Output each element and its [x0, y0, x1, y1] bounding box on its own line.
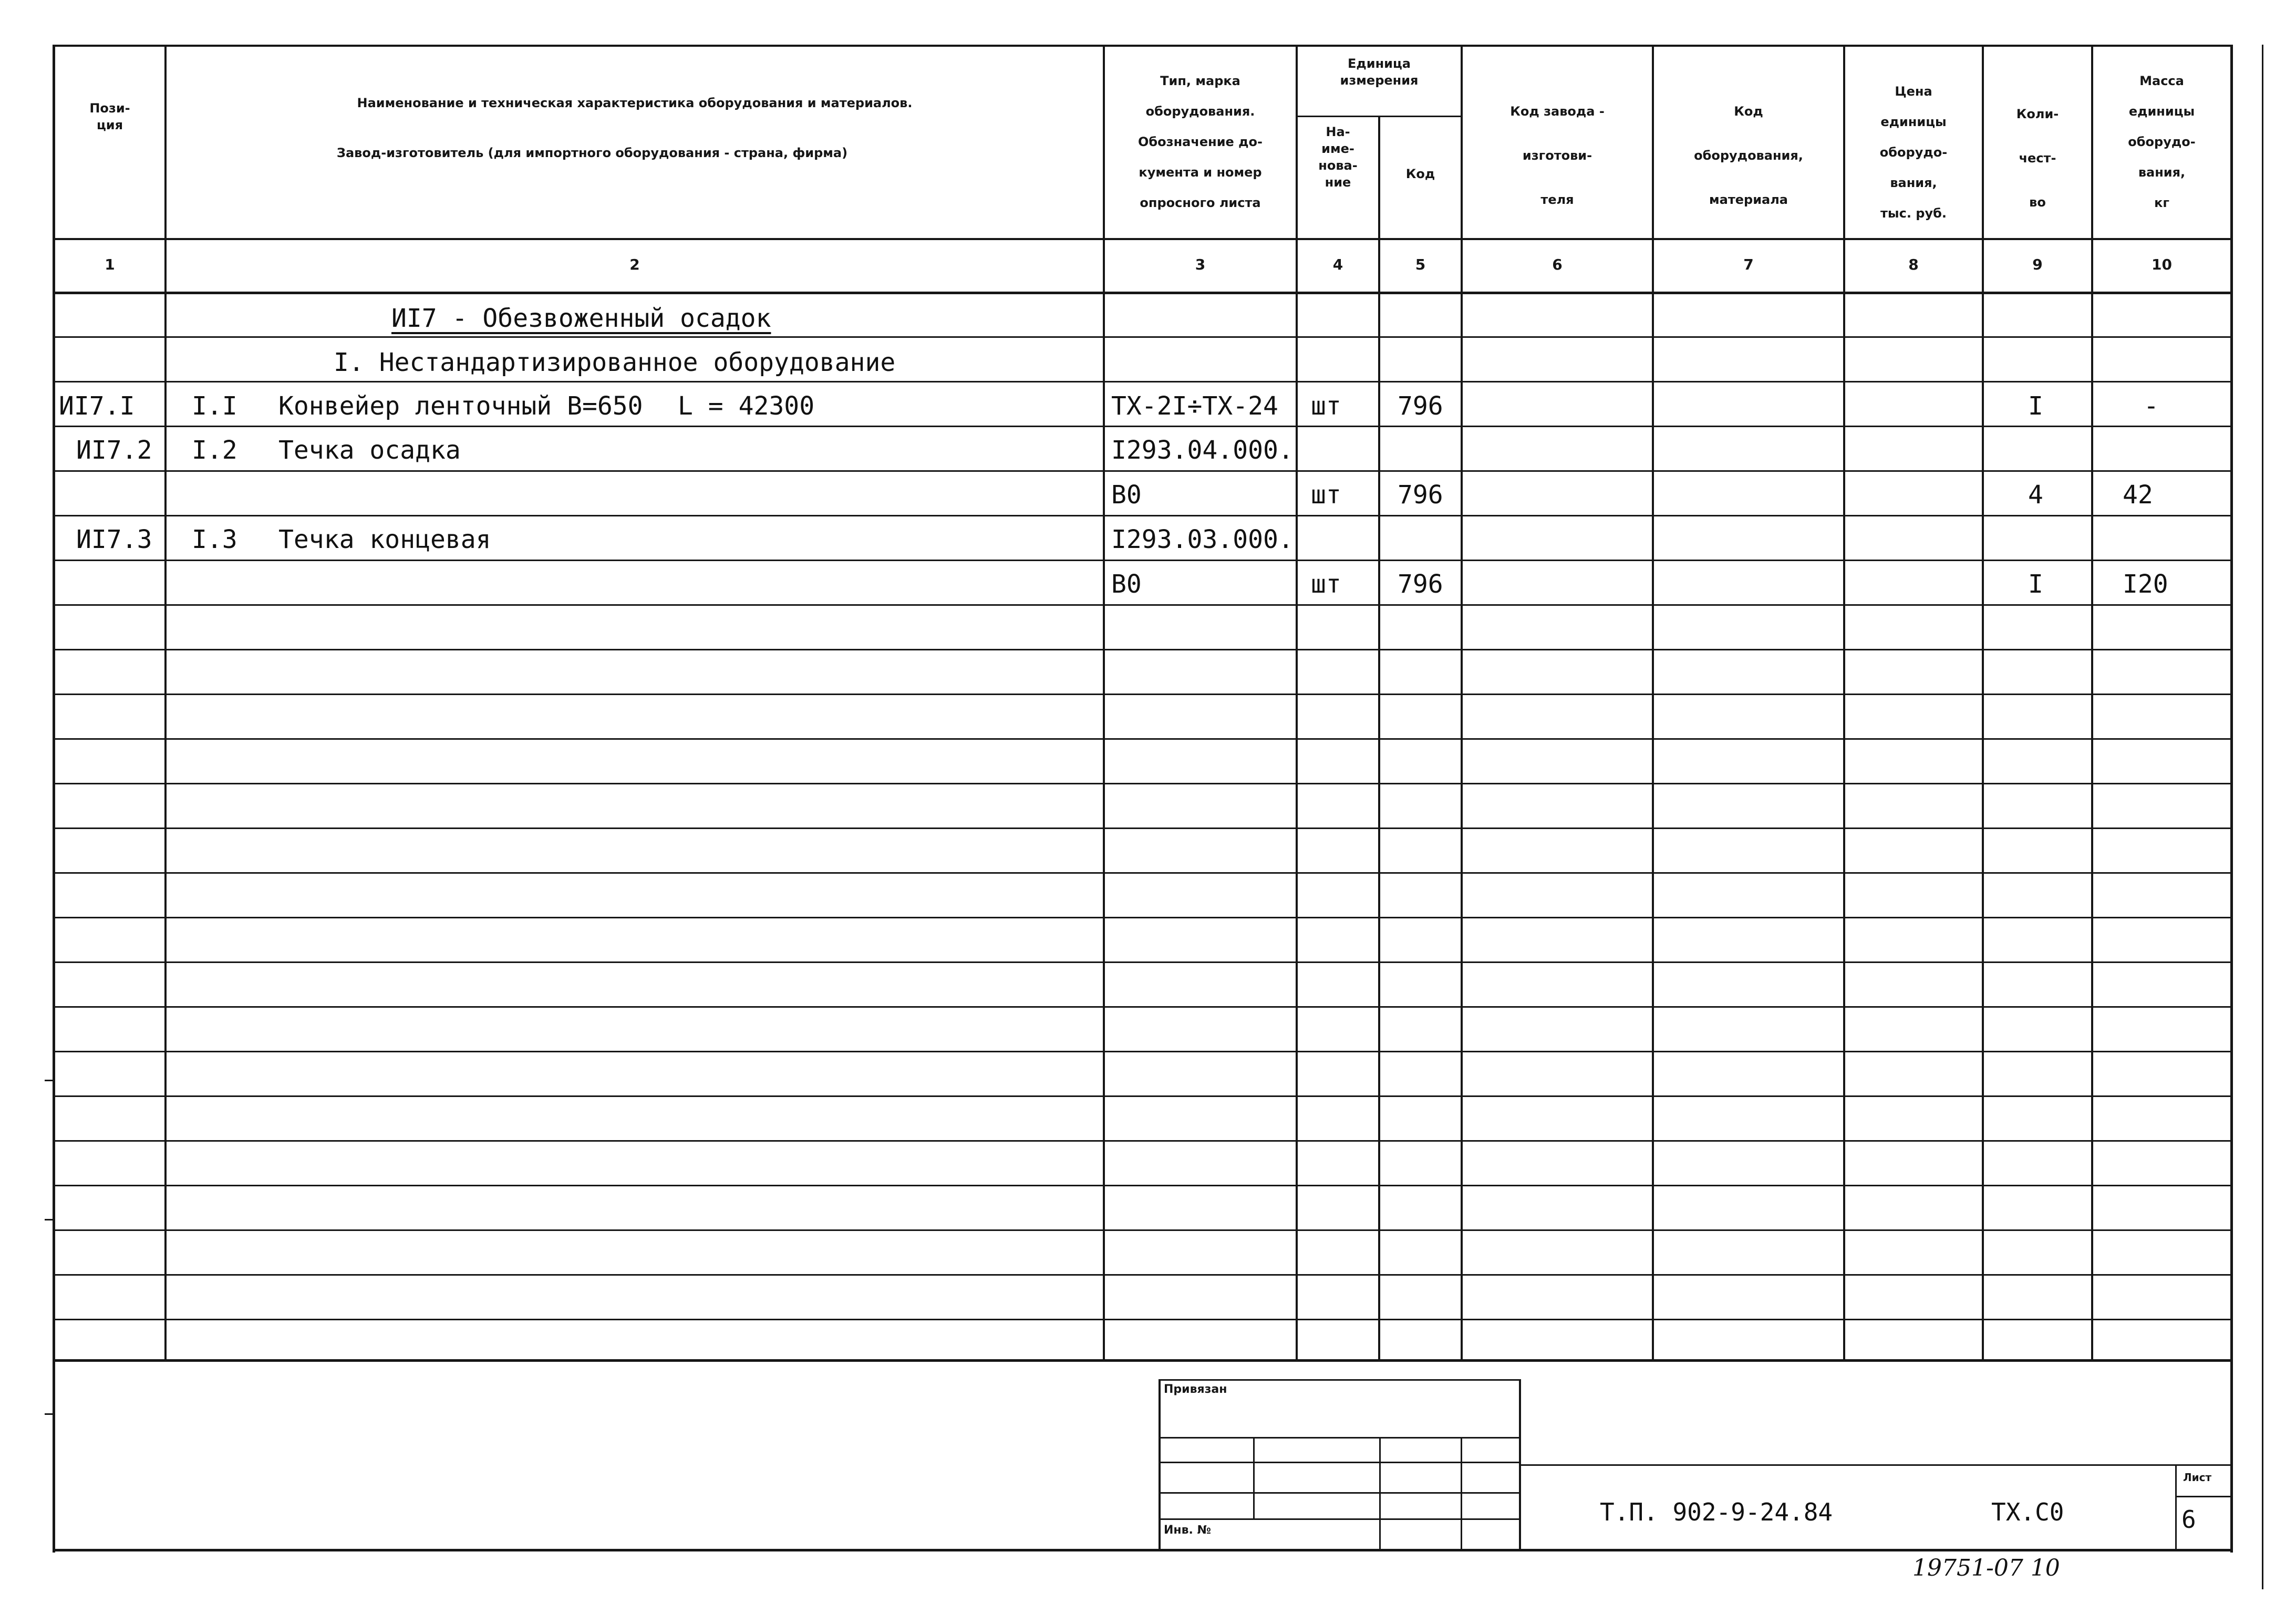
row-name: Течка осадка — [278, 436, 461, 465]
stamp-privyazan-label: Привязан — [1164, 1383, 1227, 1396]
stamp-rule — [1159, 1379, 1521, 1381]
row-number: I.3 — [192, 525, 237, 554]
row-quantity: I — [2028, 391, 2043, 421]
row-rule — [53, 1274, 2233, 1276]
stamp-inv-label: Инв. № — [1164, 1524, 1212, 1537]
column-number: 2 — [629, 256, 640, 273]
row-mass: - — [2144, 391, 2159, 421]
stamp-sheet-code: ТХ.С0 — [1991, 1498, 2064, 1526]
stamp-rule — [1159, 1462, 1521, 1463]
col-sep-2 — [1103, 45, 1105, 1361]
stamp-sheet-number: 6 — [2181, 1505, 2196, 1534]
row-unit-code: 796 — [1398, 480, 1443, 510]
margin-tick — [45, 1080, 55, 1081]
row-rule — [53, 1229, 2233, 1231]
row-rule — [53, 515, 2233, 516]
row-unit: шт — [1311, 391, 1341, 421]
row-rule — [53, 649, 2233, 650]
row-quantity: I — [2028, 570, 2043, 599]
column-number: 8 — [1908, 256, 1919, 273]
header-name-line1: Наименование и техническая характеристика оборудования и материалов. — [357, 96, 913, 110]
row-rule — [53, 872, 2233, 874]
row-type: I293.03.000. — [1111, 525, 1294, 554]
row-rule — [53, 827, 2233, 829]
row-rule — [53, 381, 2233, 382]
header-type: Тип, марка оборудования. Обозначение до- кумента и номер опросного листа — [1138, 74, 1263, 210]
frame-right — [2230, 45, 2233, 1553]
row-name: Течка концевая — [278, 525, 491, 554]
header-unit-group: Единица измерения — [1340, 56, 1419, 88]
row-position: ИI7.2 — [76, 436, 152, 465]
column-number: 10 — [2152, 256, 2172, 273]
stamp-rule — [1379, 1437, 1381, 1550]
row-rule — [53, 1185, 2233, 1186]
stamp-rule — [1159, 1379, 1161, 1550]
table-bottom-rule — [53, 1359, 2233, 1362]
row-type: I293.04.000. — [1111, 436, 1294, 465]
header-price: Цена единицы оборудо- вания, тыс. руб. — [1879, 84, 1948, 221]
header-unit-name: На- име- нова- ние — [1318, 125, 1358, 190]
row-position: ИI7.I — [59, 391, 135, 421]
column-number: 7 — [1743, 256, 1754, 273]
header-name-line2: Завод-изготовитель (для импортного оборудования - страна, фирма) — [336, 146, 848, 160]
row-rule — [53, 694, 2233, 695]
header-unit-code: Код — [1405, 167, 1435, 181]
stamp-sheet-label: Лист — [2183, 1471, 2212, 1484]
row-type: В0 — [1111, 570, 1142, 599]
col-sep-7 — [1843, 45, 1845, 1361]
header-quantity: Коли- чест- во — [2016, 107, 2059, 210]
stamp-rule — [1159, 1492, 1521, 1494]
column-number: 3 — [1195, 256, 1206, 273]
row-name-extra: L = 42300 — [678, 391, 815, 421]
stamp-document-code: Т.П. 902-9-24.84 — [1600, 1498, 1833, 1526]
col-sep-3 — [1296, 45, 1298, 1361]
row-rule — [53, 738, 2233, 740]
row-unit-code: 796 — [1398, 391, 1443, 421]
row-position: ИI7.3 — [76, 525, 152, 554]
frame-top — [53, 45, 2233, 47]
far-right-edge — [2262, 45, 2263, 1589]
row-rule — [53, 1006, 2233, 1008]
stamp-rule — [1521, 1464, 2233, 1466]
stamp-rule — [1461, 1437, 1462, 1550]
unit-group-rule — [1296, 116, 1463, 117]
col-sep-8 — [1982, 45, 1984, 1361]
row-rule — [53, 961, 2233, 963]
column-number: 5 — [1415, 256, 1426, 273]
header-mass: Масса единицы оборудо- вания, кг — [2128, 74, 2196, 210]
row-rule — [53, 1319, 2233, 1320]
row-type: ТХ-2I÷ТХ-24 — [1111, 391, 1278, 421]
col-sep-1 — [164, 45, 167, 1361]
margin-tick — [45, 1219, 55, 1220]
col-sep-6 — [1652, 45, 1654, 1361]
row-rule — [53, 336, 2233, 338]
stamp-rule — [1159, 1437, 1521, 1439]
row-type: В0 — [1111, 480, 1142, 510]
col-sep-5 — [1461, 45, 1463, 1361]
row-rule — [53, 1095, 2233, 1097]
subsection-title: I. Нестандартизированное оборудование — [334, 348, 896, 377]
frame-bottom — [53, 1549, 2233, 1551]
column-number: 9 — [2032, 256, 2043, 273]
row-unit: шт — [1311, 570, 1341, 599]
row-mass: I20 — [2123, 570, 2168, 599]
stamp-rule — [2175, 1496, 2233, 1497]
row-rule — [53, 604, 2233, 606]
row-number: I.2 — [192, 436, 237, 465]
colnum-bottom-rule — [53, 292, 2233, 294]
row-unit-code: 796 — [1398, 570, 1443, 599]
header-factory-code: Код завода - изготови- теля — [1510, 104, 1605, 207]
margin-tick — [45, 1413, 55, 1415]
column-number: 6 — [1552, 256, 1563, 273]
row-rule — [53, 917, 2233, 918]
header-position: Пози- ция — [89, 101, 130, 132]
col-sep-9 — [2091, 45, 2093, 1361]
section-title: ИI7 - Обезвоженный осадок — [391, 304, 771, 333]
row-name: Конвейер ленточный В=650 — [278, 391, 643, 421]
row-rule — [53, 426, 2233, 427]
footer-handwritten-number: 19751-07 10 — [1912, 1555, 2060, 1581]
stamp-rule — [1159, 1518, 1521, 1520]
column-number: 1 — [105, 256, 115, 273]
row-rule — [53, 470, 2233, 472]
column-number: 4 — [1332, 256, 1343, 273]
stamp-rule — [2175, 1464, 2177, 1550]
row-rule — [53, 1051, 2233, 1052]
header-equipment-code: Код оборудования, материала — [1694, 104, 1803, 207]
row-number: I.I — [192, 391, 237, 421]
stamp-rule — [1253, 1437, 1255, 1518]
row-unit: шт — [1311, 480, 1341, 510]
header-bottom-rule — [53, 238, 2233, 240]
row-rule — [53, 560, 2233, 561]
row-quantity: 4 — [2028, 480, 2043, 510]
row-rule — [53, 783, 2233, 784]
row-rule — [53, 1140, 2233, 1142]
row-mass: 42 — [2123, 480, 2153, 510]
